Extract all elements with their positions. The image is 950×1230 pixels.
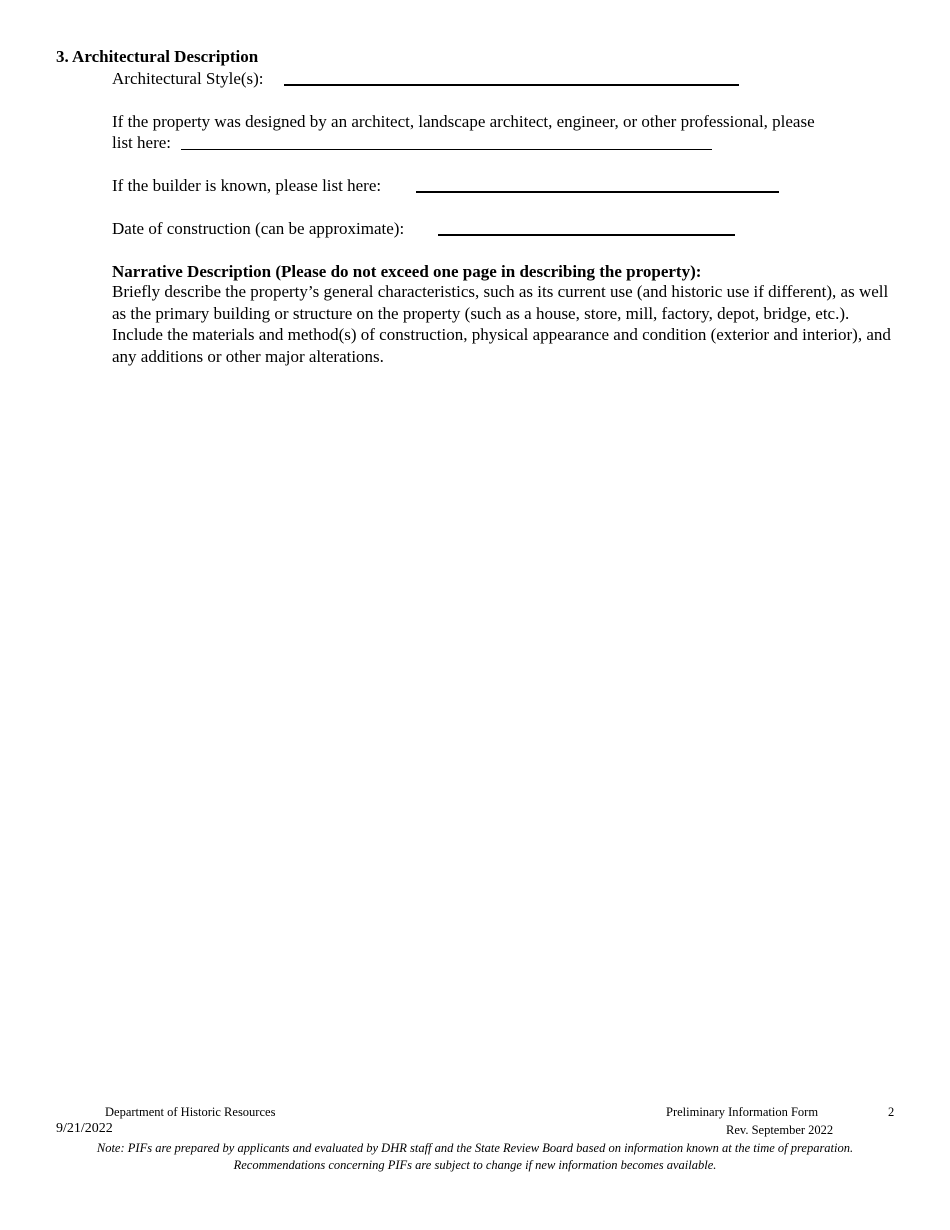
footer-date: 9/21/2022 [56, 1121, 113, 1136]
builder-field[interactable] [416, 191, 779, 193]
footer-page-number: 2 [888, 1105, 895, 1119]
designer-question-line2: list here: [112, 133, 172, 152]
designer-field[interactable] [181, 149, 712, 150]
construction-date-label: Date of construction (can be approximate): [112, 219, 405, 238]
footer-form-name: Preliminary Information Form [666, 1105, 819, 1119]
narrative-response-area[interactable] [112, 375, 892, 1075]
designer-question-line1: If the property was designed by an architect, landscape architect, engineer, or other professional, please [112, 112, 815, 131]
construction-date-field[interactable] [438, 234, 735, 236]
builder-label: If the builder is known, please list here: [112, 176, 382, 195]
footer-revision: Rev. September 2022 [726, 1123, 834, 1137]
footer-note-line2: Recommendations concerning PIFs are subject to change if new information becomes available. [233, 1158, 717, 1172]
section-title: 3. Architectural Description [56, 47, 259, 66]
footer-note-line1: Note: PIFs are prepared by applicants and evaluated by DHR staff and the State Review Board based on information known at the time of preparation. [96, 1141, 854, 1155]
architectural-style-field[interactable] [284, 84, 739, 86]
narrative-heading: Narrative Description (Please do not exceed one page in describing the property): [112, 262, 702, 281]
narrative-instructions: Briefly describe the property’s general characteristics, such as its current use (and historic use if different), as well as the primary building or structure on the property (such as a house, store, mill, factory, depot, bridge, etc.). Include the materials and method(s) of construction, physical appearance and condition (exterior and interior), and any additions or other major alterations. [112, 282, 891, 366]
architectural-style-label: Architectural Style(s): [112, 69, 264, 88]
footer-department: Department of Historic Resources [105, 1105, 276, 1119]
